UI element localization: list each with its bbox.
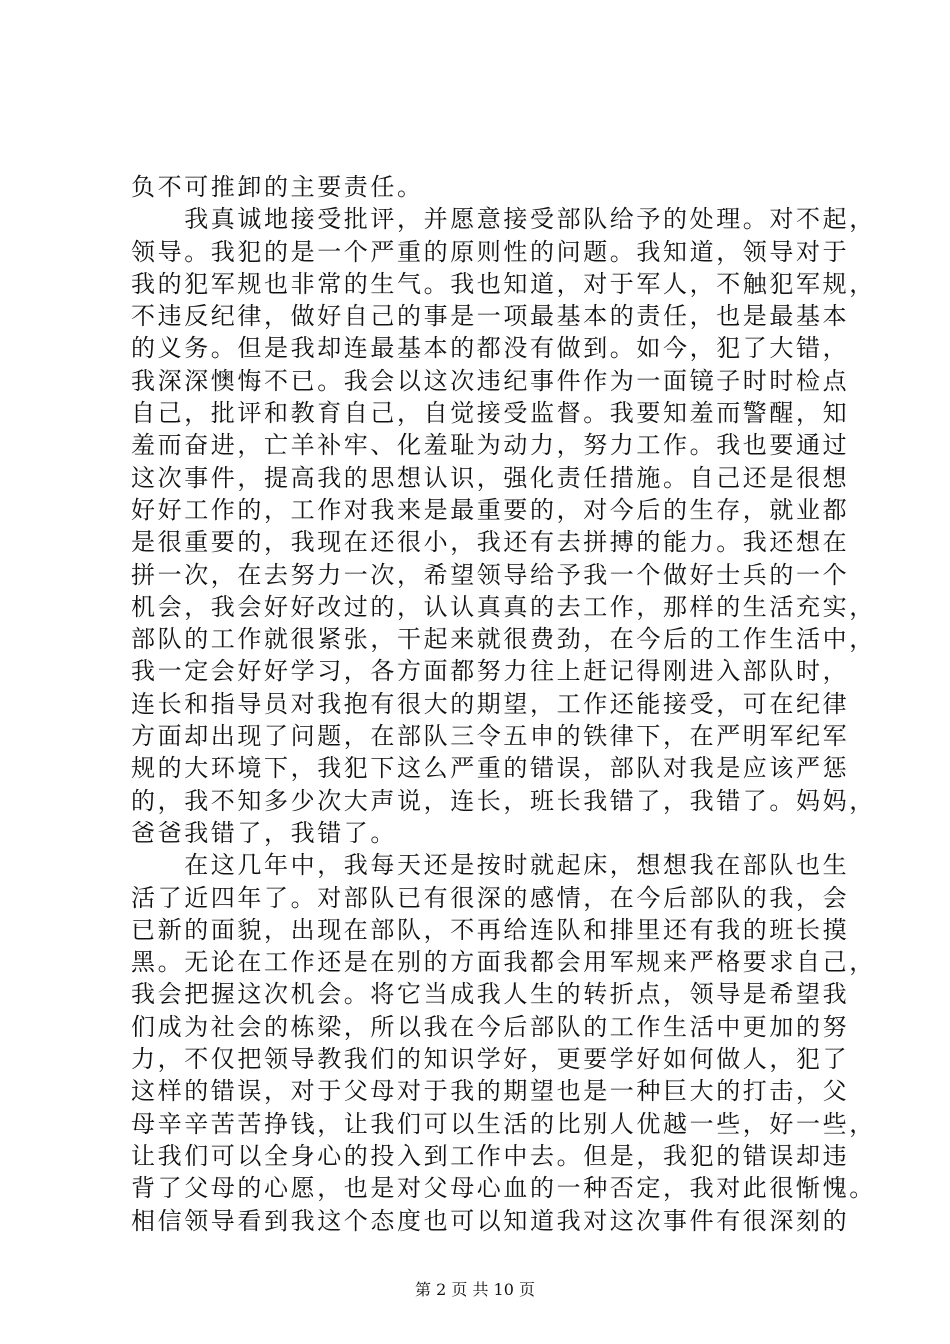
- text-line: 们成为社会的栋梁，所以我在今后部队的工作生活中更加的努: [131, 1012, 850, 1041]
- text-line: 相信领导看到我这个态度也可以知道我对这次事件有很深刻的: [131, 1206, 850, 1235]
- page-number-footer: 第 2 页 共 10 页: [415, 1280, 535, 1299]
- text-line: 活了近四年了。对部队已有很深的感情，在今后部队的我，会: [131, 883, 850, 912]
- text-line: 方面却出现了问题，在部队三令五申的铁律下，在严明军纪军: [131, 722, 850, 751]
- text-line: 的，我不知多少次大声说，连长，班长我错了，我错了。妈妈，: [131, 786, 876, 815]
- text-line: 背了父母的心愿，也是对父母心血的一种否定，我对此很惭愧。: [131, 1174, 876, 1203]
- text-line: 这次事件，提高我的思想认识，强化责任措施。自己还是很想: [131, 463, 850, 492]
- text-line: 自己，批评和教育自己，自觉接受监督。我要知羞而警醒，知: [131, 399, 850, 428]
- text-line: 力，不仅把领导教我们的知识学好，更要学好如何做人，犯了: [131, 1045, 850, 1074]
- text-line: 我的犯军规也非常的生气。我也知道，对于军人，不触犯军规，: [131, 269, 876, 298]
- text-line: 母辛辛苦苦挣钱，让我们可以生活的比别人优越一些，好一些，: [131, 1109, 876, 1138]
- text-line: 已新的面貌，出现在部队，不再给连队和排里还有我的班长摸: [131, 915, 850, 944]
- text-line: 不违反纪律，做好自己的事是一项最基本的责任，也是最基本: [131, 302, 850, 331]
- body-text: [131, 171, 876, 1237]
- text-line: 黑。无论在工作还是在别的方面我都会用军规来严格要求自己，: [131, 948, 876, 977]
- text-line: 拼一次，在去努力一次，希望领导给予我一个做好士兵的一个: [131, 560, 850, 589]
- text-line: 我真诚地接受批评，并愿意接受部队给予的处理。对不起，: [131, 205, 876, 234]
- text-line: 好好工作的，工作对我来是最重要的，对今后的生存，就业都: [131, 495, 850, 524]
- text-line: 是很重要的，我现在还很小，我还有去拼搏的能力。我还想在: [131, 528, 850, 557]
- text-line: 我深深懊悔不已。我会以这次违纪事件作为一面镜子时时检点: [131, 366, 850, 395]
- text-line: 领导。我犯的是一个严重的原则性的问题。我知道，领导对于: [131, 237, 850, 266]
- text-line: 连长和指导员对我抱有很大的期望，工作还能接受，可在纪律: [131, 689, 850, 718]
- text-line: 我会把握这次机会。将它当成我人生的转折点，领导是希望我: [131, 980, 850, 1009]
- text-line: 部队的工作就很紧张，干起来就很费劲，在今后的工作生活中，: [131, 625, 876, 654]
- text-line: 我一定会好好学习，各方面都努力往上赶记得刚进入部队时，: [131, 657, 850, 686]
- text-line: 负不可推卸的主要责任。: [131, 173, 424, 201]
- text-line: 爸爸我错了，我错了。: [131, 818, 397, 847]
- text-line: 规的大环境下，我犯下这么严重的错误，部队对我是应该严惩: [131, 754, 850, 783]
- text-line: 让我们可以全身心的投入到工作中去。但是，我犯的错误却违: [131, 1141, 850, 1170]
- text-line: 羞而奋进，亡羊补牢、化羞耻为动力，努力工作。我也要通过: [131, 431, 850, 460]
- text-line: 在这几年中，我每天还是按时就起床，想想我在部队也生: [131, 851, 850, 880]
- text-line: 机会，我会好好改过的，认认真真的去工作，那样的生活充实，: [131, 592, 876, 621]
- text-line: 的义务。但是我却连最基本的都没有做到。如今，犯了大错，: [131, 334, 850, 363]
- text-line: 这样的错误，对于父母对于我的期望也是一种巨大的打击，父: [131, 1077, 850, 1106]
